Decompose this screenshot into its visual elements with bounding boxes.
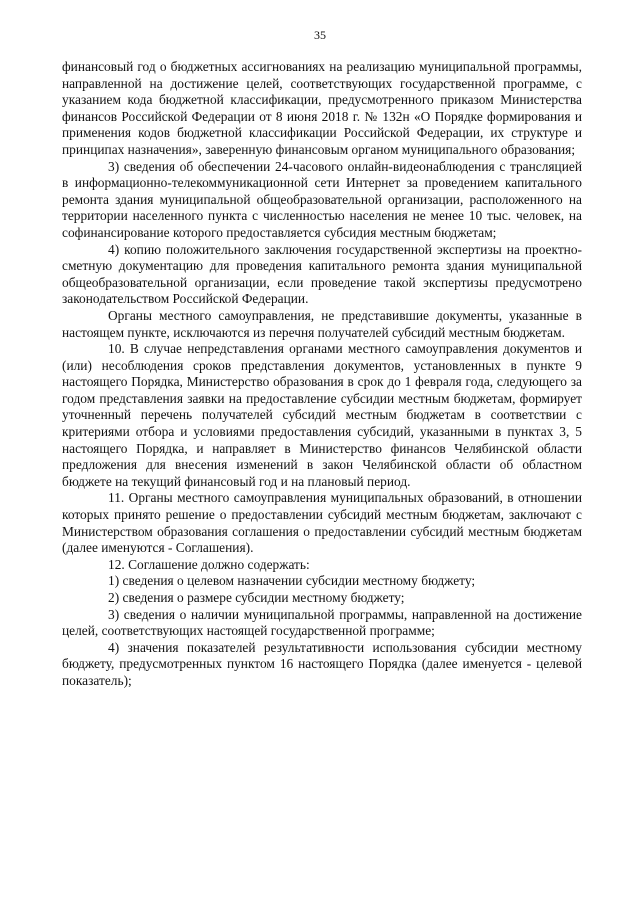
paragraph-clause-12-item-3: 3) сведения о наличии муниципальной программы, направленной на достижение целей, соответствующих настоящей государственной программе; — [62, 606, 582, 639]
paragraph-clause-12-item-4: 4) значения показателей результативности использования субсидии местному бюджету, предусмотренных пунктом 16 настоящего Порядка (далее именуется - целевой показатель); — [62, 639, 582, 688]
paragraph-clause-11: 11. Органы местного самоуправления муниципальных образований, в отношении которых принято решение о предоставлении субсидий местным бюджетам, заключают с Министерством образования соглашения о предоставлении субсидий местным бюджетам (далее именуются - Соглашения). — [62, 490, 582, 556]
paragraph-continuation: финансовый год о бюджетных ассигнованиях на реализацию муниципальной программы, направленной на достижение целей, соответствующих государственной программе, с указанием кода бюджетной классификации, предусмотренного приказом Министерства финансов Российской Федерации от 8 июня 2018 г. № 132н «О Порядке формирования и применения кодов бюджетной классификации Российской Федерации, их структуре и принципах назначения», заверенную финансовым органом муниципального образования; — [62, 59, 582, 157]
paragraph-clause-12-item-2: 2) сведения о размере субсидии местному бюджету; — [108, 590, 405, 605]
paragraph-clause-12-item-1: 1) сведения о целевом назначении субсидии местному бюджету; — [108, 573, 476, 589]
paragraph-exclusion-note: Органы местного самоуправления, не представившие документы, указанные в настоящем пункте, исключаются из перечня получателей субсидий местным бюджетам. — [62, 307, 582, 340]
paragraph-clause-12: 12. Соглашение должно содержать: — [108, 556, 310, 572]
paragraph-item-4-expertise-copy: 4) копию положительного заключения государственной экспертизы на проектно-сметную документацию для проведения капитального ремонта здания муниципальной общеобразовательной организации, если проведение такой экспертизы предусмотрено законодательством Российской Федерации. — [62, 241, 582, 307]
paragraph-item-3-video-surveillance: 3) сведения об обеспечении 24-часового онлайн-видеонаблюдения с трансляцией в информационно-телекоммуникационной сети Интернет за проведением капитального ремонта здания муниципальной общеобразовательной организации, расположенного на территории населенного пункта с численностью населения не менее 10 тыс. человек, на софинансирование которого предоставляется субсидия местным бюджетам; — [62, 158, 582, 240]
document-body — [62, 59, 582, 690]
paragraph-clause-10: 10. В случае непредставления органами местного самоуправления документов и (или) несоблюдения сроков представления документов, установленных в пункте 9 настоящего Порядка, Министерство образования в срок до 1 февраля года, следующего за годом представления заявки на предоставление субсидии местным бюджетам, формирует уточненный перечень получателей субсидий местным бюджетам в соответствии с критериями отбора и условиями предоставления субсидий, указанными в пунктах 3, 5 настоящего Порядка, и направляет в Министерство финансов Челябинской области предложения для внесения изменений в закон Челябинской области об областном бюджете на текущий финансовый год и на плановый период. — [62, 341, 582, 489]
page-number: 35 — [314, 28, 326, 42]
